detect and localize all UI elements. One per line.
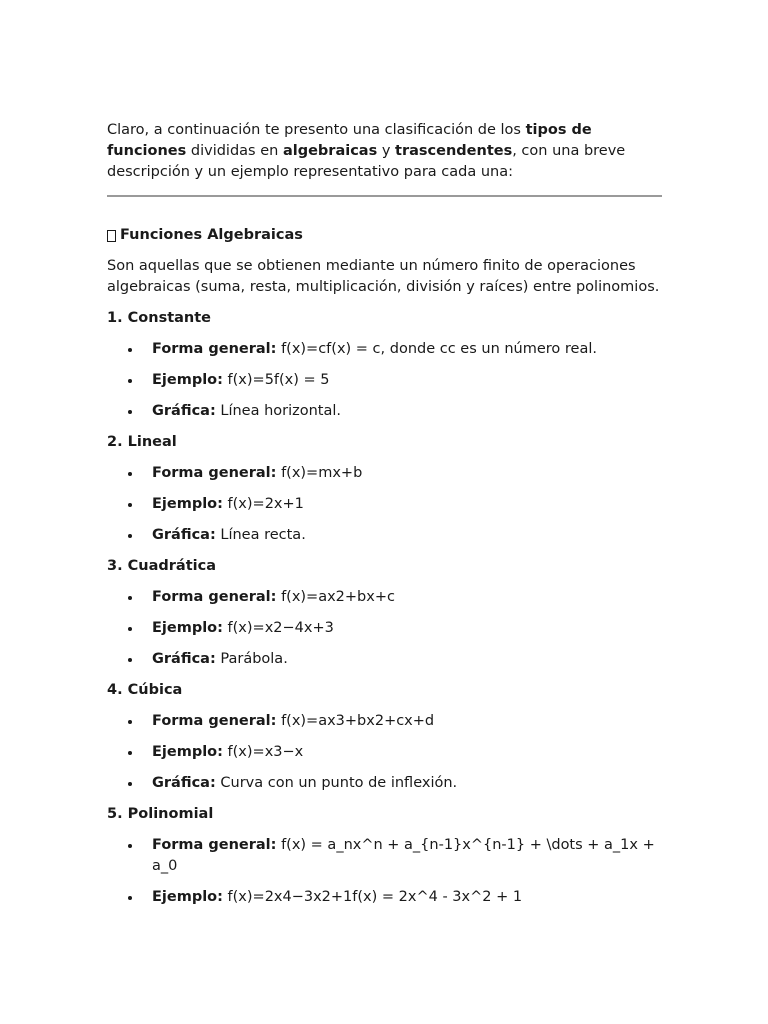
section-title: Funciones Algebraicas: [120, 227, 303, 243]
bullet-icon: [128, 348, 132, 352]
item-list-cubica: [107, 711, 662, 794]
intro-bold-1: tipos de funciones: [107, 122, 592, 159]
list-item: [107, 339, 662, 360]
list-item: [107, 525, 662, 546]
document-content: [107, 120, 662, 908]
bullet-icon: [128, 503, 132, 507]
list-item: [107, 618, 662, 639]
label-forma: Forma general:: [152, 465, 277, 481]
list-item: [107, 887, 662, 908]
value-grafica: Línea recta.: [220, 527, 306, 543]
bullet-icon: [128, 782, 132, 786]
intro-text-3: y: [377, 143, 396, 159]
label-forma: Forma general:: [152, 713, 277, 729]
value-forma: f(x)=cf(x) = c, donde cc es un número real.: [281, 341, 598, 357]
bullet-icon: [128, 596, 132, 600]
label-ejemplo: Ejemplo:: [152, 496, 223, 512]
item-heading-cubica: 4. Cúbica: [107, 682, 183, 698]
value-ejemplo: f(x)=2x+1: [227, 496, 304, 512]
value-grafica: Curva con un punto de inflexión.: [220, 775, 458, 791]
bullet-icon: [128, 472, 132, 476]
value-ejemplo: f(x)=5f(x) = 5: [227, 372, 330, 388]
label-grafica: Gráfica:: [152, 651, 216, 667]
list-item: [107, 773, 662, 794]
list-item: [107, 401, 662, 422]
label-grafica: Gráfica:: [152, 403, 216, 419]
bullet-icon: [128, 896, 132, 900]
list-item: [107, 370, 662, 391]
item-heading-constante: 1. Constante: [107, 310, 212, 326]
bullet-icon: [128, 720, 132, 724]
item-list-cuadratica: [107, 587, 662, 670]
intro-text-4: , con una breve descripción y un ejemplo representativo para cada una:: [107, 143, 626, 180]
item-heading-cuadratica: 3. Cuadrática: [107, 558, 216, 574]
list-item: [107, 463, 662, 484]
missing-glyph-icon: [107, 230, 116, 242]
value-ejemplo: f(x)=2x4−3x2+1f(x) = 2x^4 - 3x^2 + 1: [227, 889, 523, 905]
label-grafica: Gráfica:: [152, 775, 216, 791]
bullet-icon: [128, 379, 132, 383]
horizontal-divider: [107, 195, 662, 197]
label-forma: Forma general:: [152, 837, 277, 853]
section-heading: [107, 225, 662, 246]
value-ejemplo: f(x)=x3−x: [227, 744, 304, 760]
bullet-icon: [128, 658, 132, 662]
bullet-icon: [128, 751, 132, 755]
value-forma: f(x)=ax2+bx+c: [281, 589, 395, 605]
bullet-icon: [128, 844, 132, 848]
label-forma: Forma general:: [152, 589, 277, 605]
item-list-polinomial: [107, 835, 662, 908]
value-forma: f(x)=ax3+bx2+cx+d: [281, 713, 435, 729]
list-item: [107, 587, 662, 608]
value-forma: f(x)=mx+b: [281, 465, 363, 481]
list-item: [107, 711, 662, 732]
value-grafica: Parábola.: [220, 651, 288, 667]
bullet-icon: [128, 534, 132, 538]
item-heading-polinomial: 5. Polinomial: [107, 806, 214, 822]
intro-bold-2: algebraicas: [282, 143, 378, 159]
intro-text-1: Claro, a continuación te presento una clasificación de los: [107, 122, 526, 138]
label-ejemplo: Ejemplo:: [152, 372, 223, 388]
item-list-lineal: [107, 463, 662, 546]
value-grafica: Línea horizontal.: [220, 403, 342, 419]
list-item: [107, 494, 662, 515]
list-item: [107, 835, 662, 877]
label-ejemplo: Ejemplo:: [152, 744, 223, 760]
item-list-constante: [107, 339, 662, 422]
intro-bold-3: trascendentes: [395, 143, 513, 159]
label-ejemplo: Ejemplo:: [152, 620, 223, 636]
list-item: [107, 742, 662, 763]
intro-paragraph: [107, 120, 662, 183]
list-item: [107, 649, 662, 670]
bullet-icon: [128, 627, 132, 631]
label-ejemplo: Ejemplo:: [152, 889, 223, 905]
section-description: Son aquellas que se obtienen mediante un número finito de operaciones algebraicas (suma, resta, multiplicación, división y raíces) entre polinomios.: [107, 258, 660, 295]
bullet-icon: [128, 410, 132, 414]
label-grafica: Gráfica:: [152, 527, 216, 543]
value-forma: f(x) = a_nx^n + a_{n-1}x^{n-1} + \dots + a_1x + a_0: [152, 837, 655, 874]
value-ejemplo: f(x)=x2−4x+3: [227, 620, 334, 636]
intro-text-2: divididas en: [186, 143, 283, 159]
label-forma: Forma general:: [152, 341, 277, 357]
item-heading-lineal: 2. Lineal: [107, 434, 177, 450]
